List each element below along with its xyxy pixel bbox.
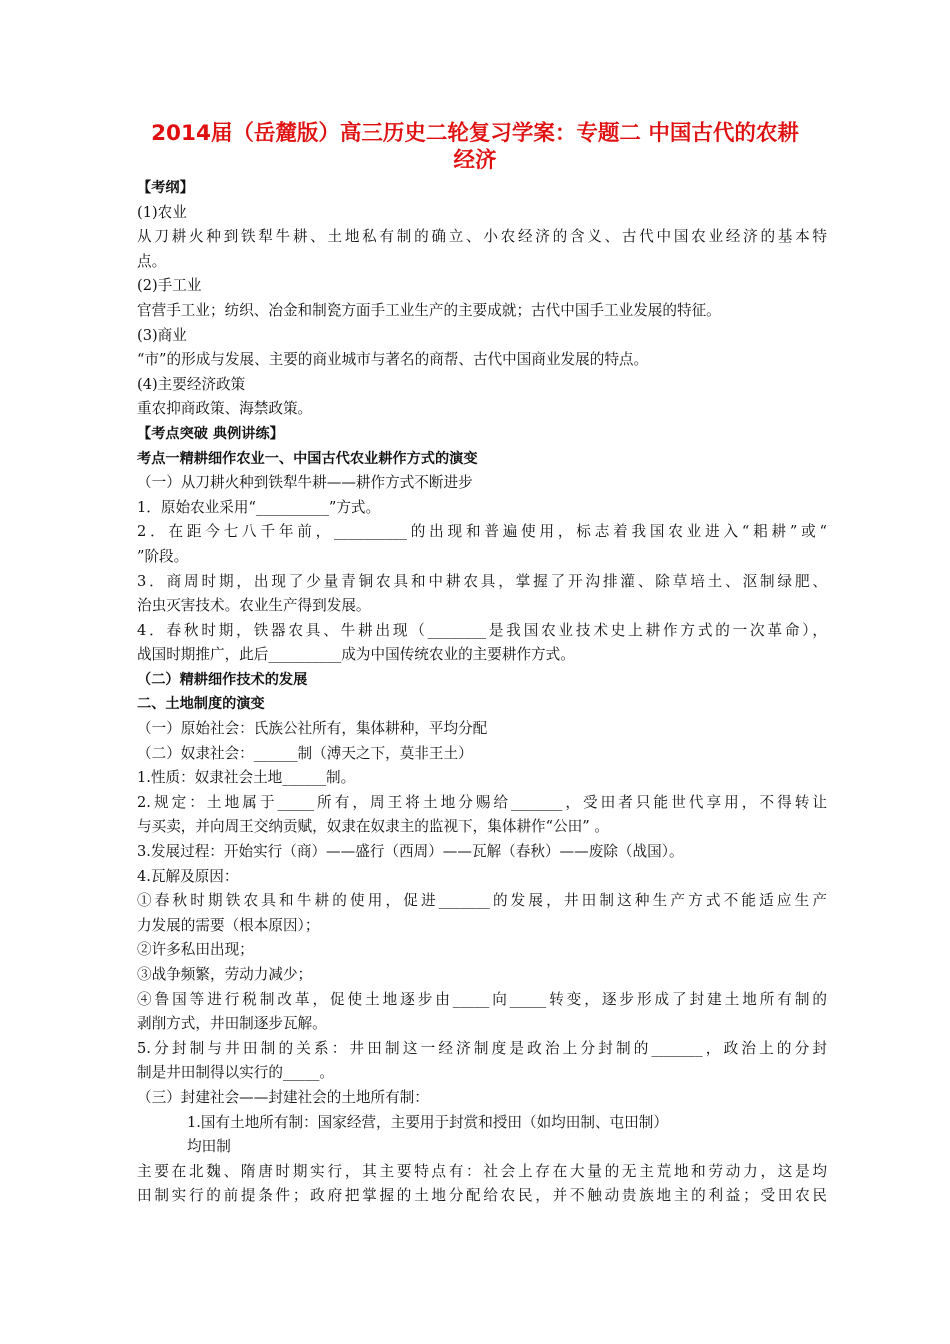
- text-line: 从刀耕火种到铁犁牛耕、土地私有制的确立、小农经济的含义、古代中国农业经济的基本特: [137, 228, 827, 246]
- text-line: 3．商周时期，出现了少量青铜农具和中耕农具，掌握了开沟排灌、除草培土、沤制绿肥、: [137, 572, 827, 590]
- text-line: 剥削方式，井田制逐步瓦解。: [137, 1015, 327, 1033]
- text-line: （一）从刀耕火种到铁犁牛耕——耕作方式不断进步: [137, 474, 473, 492]
- section-heading-land-system: 二、土地制度的演变: [137, 696, 265, 713]
- text-line-indented: 1.国有土地所有制：国家经营，主要用于封赏和授田（如均田制、屯田制）: [187, 1113, 668, 1131]
- text-line: 制是井田制得以实行的_____。: [137, 1064, 335, 1082]
- title-line-1: 2014届（岳麓版）高三历史二轮复习学案：专题二 中国古代的农耕: [151, 121, 799, 146]
- text-line: ”阶段。: [137, 547, 189, 565]
- text-line: (3)商业: [137, 326, 187, 344]
- text-line: 4．春秋时期，铁器农具、牛耕出现（________是我国农业技术史上耕作方式的一次革命），: [137, 621, 827, 639]
- text-line: (2)手工业: [137, 277, 202, 295]
- text-line: 与买卖，并向周王交纳贡赋，奴隶在奴隶主的监视下，集体耕作“公田” 。: [137, 818, 609, 836]
- text-line: “市”的形成与发展、主要的商业城市与著名的商帮、古代中国商业发展的特点。: [137, 351, 649, 369]
- text-line: 重农抑商政策、海禁政策。: [137, 400, 313, 418]
- text-line: 治虫灭害技术。农业生产得到发展。: [137, 597, 371, 615]
- text-line: 5.分封制与井田制的关系：井田制这一经济制度是政治上分封制的_______，政治上的分封: [137, 1039, 827, 1057]
- text-line: 力发展的需要（根本原因）；: [137, 916, 320, 934]
- subsection-heading: （二）精耕细作技术的发展: [137, 671, 308, 688]
- text-line: 田制实行的前提条件；政府把掌握的土地分配给农民，并不触动贵族地主的利益；受田农民: [137, 1187, 827, 1205]
- document-title: [110, 120, 840, 174]
- section-heading-topic-one: 考点一精耕细作农业一、中国古代农业耕作方式的演变: [137, 450, 478, 467]
- text-line-indented: 均田制: [187, 1138, 231, 1156]
- text-line: 4.瓦解及原因：: [137, 867, 239, 885]
- section-heading-kaogang: 【考纲】: [137, 180, 194, 196]
- text-line: （一）原始社会：氏族公社所有，集体耕种，平均分配: [137, 720, 488, 738]
- text-line: 2．在距今七八千年前，__________的出现和普遍使用，标志着我国农业进入“耜耕”或“: [137, 523, 827, 541]
- text-line: 3.发展过程：开始实行（商）——盛行（西周）——瓦解（春秋）——废除（战国）。: [137, 843, 684, 861]
- document-body: [137, 176, 827, 1209]
- text-line: ④鲁国等进行税制改革，促使土地逐步由_____向_____转变，逐步形成了封建土地所有制的: [137, 990, 827, 1008]
- section-heading-kaodian: 【考点突破 典例讲练】: [137, 425, 284, 442]
- text-line: ①春秋时期铁农具和牛耕的使用，促进_______的发展，井田制这种生产方式不能适应生产: [137, 892, 827, 910]
- text-line: (1)农业: [137, 203, 187, 221]
- text-line: 战国时期推广，此后__________成为中国传统农业的主要耕作方式。: [137, 646, 575, 664]
- text-line: 官营手工业；纺织、冶金和制瓷方面手工业生产的主要成就；古代中国手工业发展的特征。: [137, 301, 721, 319]
- text-line: 1.性质：奴隶社会土地______制。: [137, 769, 356, 787]
- text-line: ③战争频繁，劳动力减少；: [137, 966, 313, 983]
- text-line: （三）封建社会——封建社会的土地所有制：: [137, 1088, 429, 1106]
- title-line-2: 经济: [453, 148, 497, 173]
- text-line: 2.规定：土地属于_____所有，周王将土地分赐给_______，受田者只能世代享用，不得转让: [137, 793, 827, 811]
- text-line: 点。: [137, 252, 167, 270]
- text-line: 主要在北魏、隋唐时期实行，其主要特点有：社会上存在大量的无主荒地和劳动力，这是均: [137, 1162, 827, 1180]
- text-line: （二）奴隶社会：______制（溥天之下，莫非王土）: [137, 744, 473, 762]
- text-line: 1．原始农业采用“__________”方式。: [137, 498, 381, 516]
- text-line: ②许多私田出现；: [137, 941, 254, 959]
- text-line: (4)主要经济政策: [137, 375, 246, 393]
